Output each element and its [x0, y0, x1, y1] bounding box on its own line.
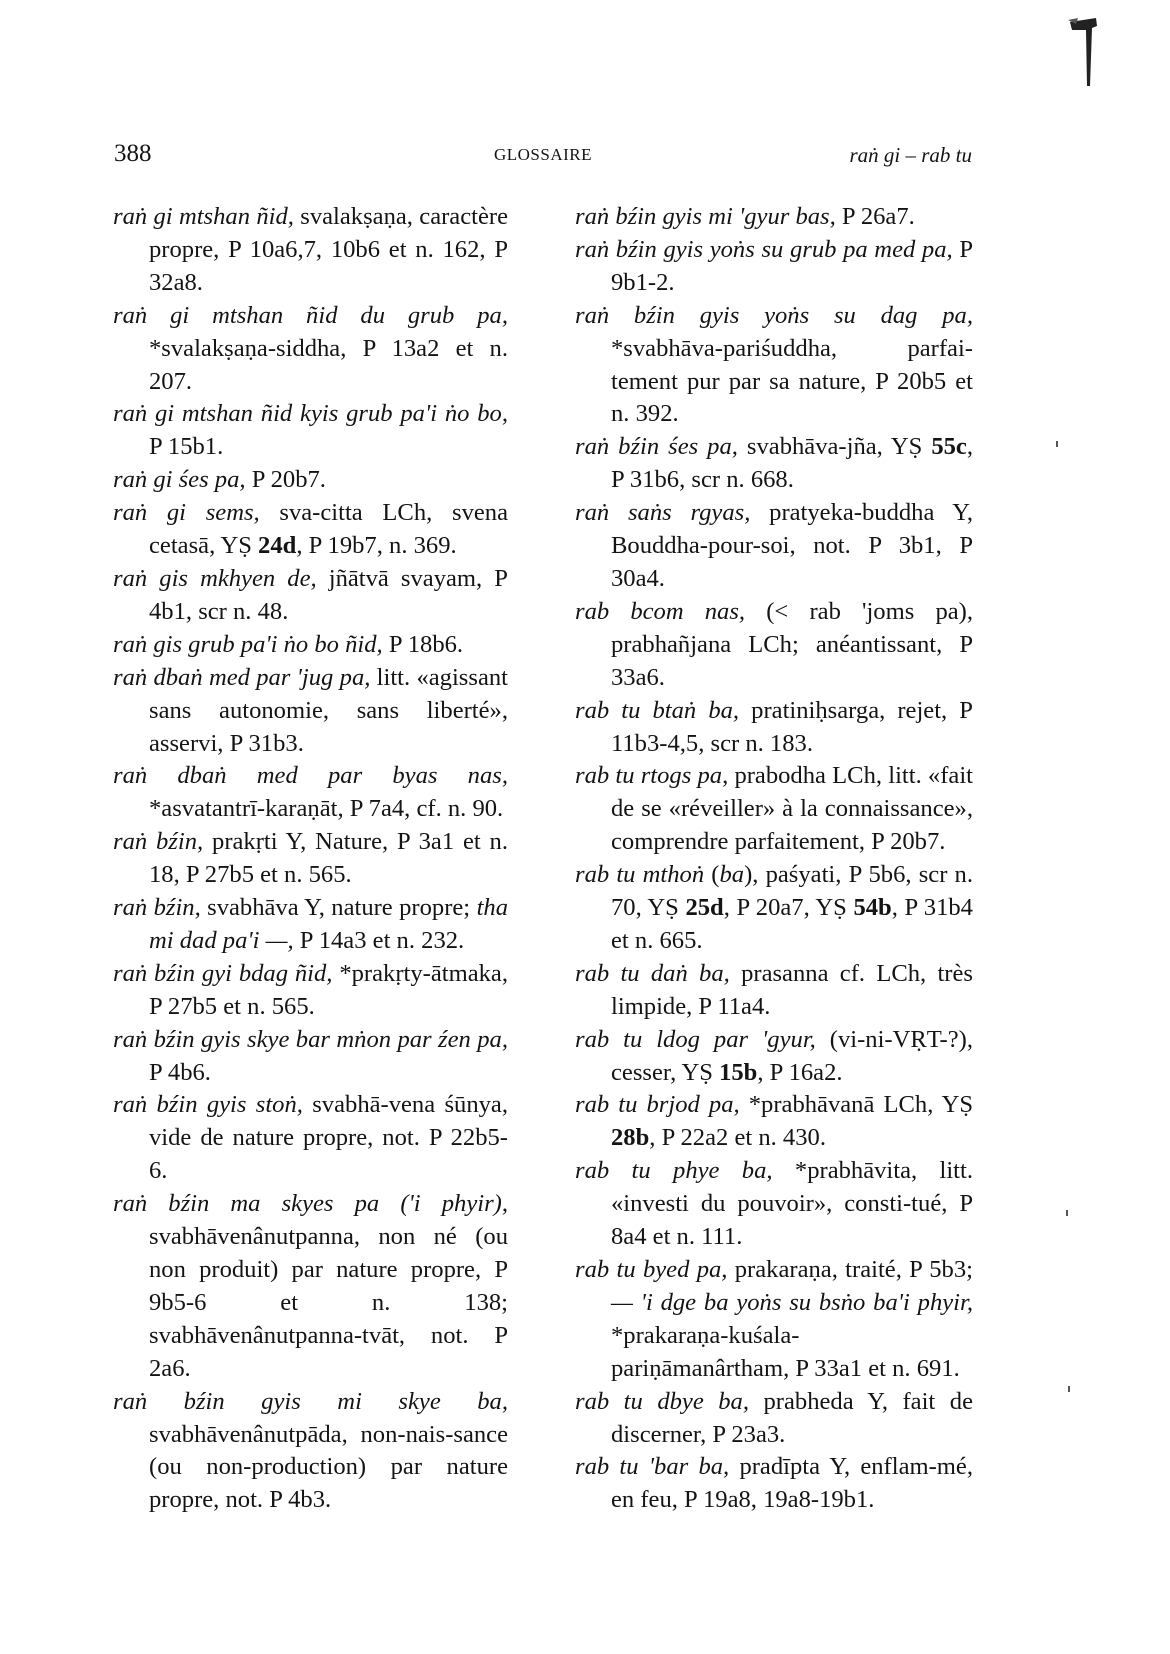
glossary-column-right — [575, 201, 973, 1517]
glossary-entry — [575, 596, 973, 695]
entry-text: svabhāva Y, nature propre; — [200, 894, 477, 922]
entry-text: jñātvā svayam, P 4b1, scr n. 48. — [149, 564, 508, 625]
entry-text: ( — [704, 861, 720, 889]
tibetan-term: raṅ gi mtshan ñid, — [113, 203, 294, 230]
tibetan-term: raṅ dbaṅ med par 'jug pa, — [113, 663, 371, 691]
entry-text: *svabhāva-pariśuddha, parfai-tement pur par sa nature, P 20b5 et n. 392. — [611, 334, 973, 428]
tibetan-term: raṅ gi mtshan ñid du grub pa, — [113, 301, 508, 329]
entry-text: P 18b6. — [382, 630, 464, 658]
glossary-entry — [113, 563, 508, 629]
glossary-entry — [575, 300, 973, 432]
entry-text: pradīpta Y, enflam-mé, en feu, P 19a8, 19a8-19b1. — [611, 1453, 973, 1514]
entry-text: sva-citta LCh, svena cetasā, YṢ — [149, 499, 508, 560]
glossary-entry — [575, 1155, 973, 1254]
glossary-column-left — [113, 201, 508, 1517]
verse-reference: 54b — [853, 894, 892, 922]
entry-text: , P 19b7, n. 369. — [296, 532, 457, 560]
scan-speck — [1056, 441, 1058, 447]
glossary-entry — [575, 1254, 973, 1386]
tibetan-term: rab tu byed pa, — [575, 1256, 728, 1283]
entry-text: (vi-ni-VṚT-?), cesser, YṢ — [611, 1025, 973, 1086]
glossary-entry — [113, 300, 508, 399]
tibetan-term: raṅ bźin gyi bdag ñid, — [113, 959, 333, 987]
glossary-entry — [113, 826, 508, 892]
glossary-entry — [113, 464, 508, 497]
tibetan-term: raṅ bźin, — [113, 894, 201, 922]
tibetan-term: raṅ bźin gyis yoṅs su dag pa, — [575, 301, 973, 329]
tibetan-term: rab tu phye ba, — [575, 1157, 773, 1185]
glossary-entry — [113, 201, 508, 300]
tibetan-term: rab tu ldog par 'gyur, — [575, 1025, 816, 1053]
entry-range: raṅ gi – rab tu — [849, 143, 972, 167]
tibetan-term: — 'i dge ba yoṅs su bsṅo ba'i phyir, — [611, 1288, 973, 1316]
verse-reference: 28b — [611, 1124, 650, 1152]
glossary-entry — [575, 234, 973, 300]
entry-text: P 26a7. — [835, 203, 915, 230]
glossary-entry — [575, 695, 973, 761]
glossary-entry — [575, 1386, 973, 1452]
entry-text: , P 20a7, YṢ — [723, 894, 854, 922]
entry-text: ), paśyati, P 5b6, scr n. 70, YṢ — [611, 861, 973, 922]
tibetan-term: ba — [719, 861, 745, 889]
tibetan-term: rab tu daṅ ba, — [575, 959, 730, 987]
entry-text: svabhā-vena śūnya, vide de nature propre, not. P 22b5-6. — [149, 1091, 508, 1185]
verse-reference: 25d — [685, 894, 724, 922]
tibetan-term: raṅ dbaṅ med par byas nas, — [113, 762, 508, 790]
tibetan-term: rab tu rtogs pa, — [575, 762, 729, 790]
scan-corner-mark — [1066, 16, 1100, 96]
verse-reference: 15b — [719, 1058, 758, 1086]
entry-text: P 15b1. — [149, 433, 224, 461]
tibetan-term: raṅ bźin ma skyes pa ('i phyir), — [113, 1190, 508, 1218]
tibetan-term: raṅ bźin gyis skye bar mṅon par źen pa, — [113, 1025, 508, 1053]
entry-text: pratiniḥsarga, rejet, P 11b3-4,5, scr n. 183. — [611, 696, 973, 757]
glossary-entry — [113, 1188, 508, 1385]
entry-text: svabhāvenânutpāda, non-nais-sance (ou non-production) par nature propre, not. P 4b3. — [149, 1420, 508, 1514]
entry-text: , P 31b4 et n. 665. — [611, 894, 973, 954]
tibetan-term: raṅ gi śes pa, — [113, 466, 246, 494]
tibetan-term: tha mi dad pa'i —, — [149, 894, 508, 954]
glossary-entry — [113, 760, 508, 826]
entry-text: P 4b6. — [149, 1058, 211, 1086]
glossary-entry — [113, 497, 508, 563]
entry-text: prabheda Y, fait de discerner, P 23a3. — [611, 1387, 973, 1448]
scan-speck — [1068, 1386, 1070, 1392]
glossary-entry — [575, 497, 973, 596]
entry-text: P 20b7. — [245, 466, 326, 494]
entry-text: *prabhāvanā LCh, YṢ — [739, 1091, 974, 1119]
entry-text: prabodha LCh, litt. «fait de se «réveiller» à la connaissance», comprendre parfaitement, P 20b7. — [611, 762, 973, 856]
tibetan-term: raṅ bźin gyis mi 'gyur bas, — [575, 203, 836, 230]
glossary-entry — [113, 629, 508, 662]
running-title: GLOSSAIRE — [493, 145, 592, 164]
scan-speck — [1066, 1210, 1068, 1216]
entry-text: litt. «agissant sans autonomie, sans liberté», asservi, P 31b3. — [149, 663, 508, 757]
tibetan-term: rab tu mthoṅ — [575, 861, 705, 889]
glossary-entry — [575, 431, 973, 497]
entry-text: prasanna cf. LCh, très limpide, P 11a4. — [611, 959, 973, 1020]
verse-reference: 24d — [258, 532, 297, 560]
entry-text: , P 22a2 et n. 430. — [649, 1124, 826, 1152]
entry-text: svalakṣaṇa, caractère propre, P 10a6,7, 10b6 et n. 162, P 32a8. — [149, 203, 508, 296]
entry-text: svabhāva-jña, YṢ — [737, 433, 932, 461]
entry-text: prakaraṇa, traité, P 5b3; — [727, 1256, 973, 1283]
entry-text: pratyeka-buddha Y, Bouddha-pour-soi, not. P 3b1, P 30a4. — [611, 499, 973, 592]
glossary-entry — [113, 1089, 508, 1188]
tibetan-term: rab bcom nas, — [575, 597, 746, 625]
tibetan-term: raṅ bźin, — [113, 828, 204, 856]
tibetan-term: raṅ gi sems, — [113, 499, 260, 527]
entry-text: *svalakṣaṇa-siddha, P 13a2 et n. 207. — [149, 334, 508, 395]
tibetan-term: rab tu dbye ba, — [575, 1387, 749, 1415]
tibetan-term: raṅ bźin gyis mi skye ba, — [113, 1387, 508, 1415]
entry-text: (< rab 'joms pa), prabhañjana LCh; anéantissant, P 33a6. — [611, 597, 973, 691]
tibetan-term: rab tu btaṅ ba, — [575, 696, 740, 724]
entry-text: *prakṛty-ātmaka, P 27b5 et n. 565. — [149, 959, 508, 1020]
entry-text: *prabhāvita, litt. «investi du pouvoir», consti-tué, P 8a4 et n. 111. — [611, 1157, 973, 1251]
page-number: 388 — [114, 140, 152, 167]
entry-text: P 14a3 et n. 232. — [293, 926, 465, 954]
glossary-entry — [575, 859, 973, 958]
tibetan-term: rab tu 'bar ba, — [575, 1453, 730, 1481]
entry-text: , P 31b6, scr n. 668. — [611, 433, 973, 494]
glossary-entry — [575, 1451, 973, 1517]
glossary-entry — [575, 958, 973, 1024]
tibetan-term: raṅ gi mtshan ñid kyis grub pa'i ṅo bo, — [113, 400, 508, 428]
entry-text: svabhāvenânutpanna, non né (ou non produit) par nature propre, P 9b5-6 et n. 138; svabhāvenânutpanna-tvāt, not. P 2a6. — [149, 1223, 508, 1382]
glossary-entry — [575, 760, 973, 859]
page-header — [114, 140, 972, 180]
entry-text: prakṛti Y, Nature, P 3a1 et n. 18, P 27b5 et n. 565. — [149, 828, 509, 889]
tibetan-term: raṅ bźin śes pa, — [575, 433, 738, 461]
glossary-entry — [113, 662, 508, 761]
glossary-entry — [575, 1024, 973, 1090]
glossary-entry — [113, 892, 508, 958]
glossary-entry — [113, 1024, 508, 1090]
tibetan-term: raṅ gis mkhyen de, — [113, 564, 317, 592]
verse-reference: 55c — [931, 433, 967, 461]
tibetan-term: raṅ bźin gyis yoṅs su grub pa med pa, — [575, 235, 953, 263]
tibetan-term: rab tu brjod pa, — [575, 1091, 740, 1119]
entry-text: *prakaraṇa-kuśala-pariṇāmanârtham, P 33a1 et n. 691. — [611, 1321, 960, 1382]
glossary-entry — [113, 1386, 508, 1518]
tibetan-term: raṅ bźin gyis stoṅ, — [113, 1091, 303, 1119]
glossary-entry — [113, 958, 508, 1024]
glossary-entry — [575, 201, 973, 234]
tibetan-term: raṅ gis grub pa'i ṅo bo ñid, — [113, 630, 383, 658]
entry-text: , P 16a2. — [757, 1058, 843, 1086]
entry-text: P 9b1-2. — [611, 235, 973, 296]
entry-text: *asvatantrī-karaṇāt, P 7a4, cf. n. 90. — [149, 795, 504, 823]
tibetan-term: raṅ saṅs rgyas, — [575, 499, 751, 527]
glossary-entry — [113, 398, 508, 464]
glossary-entry — [575, 1089, 973, 1155]
